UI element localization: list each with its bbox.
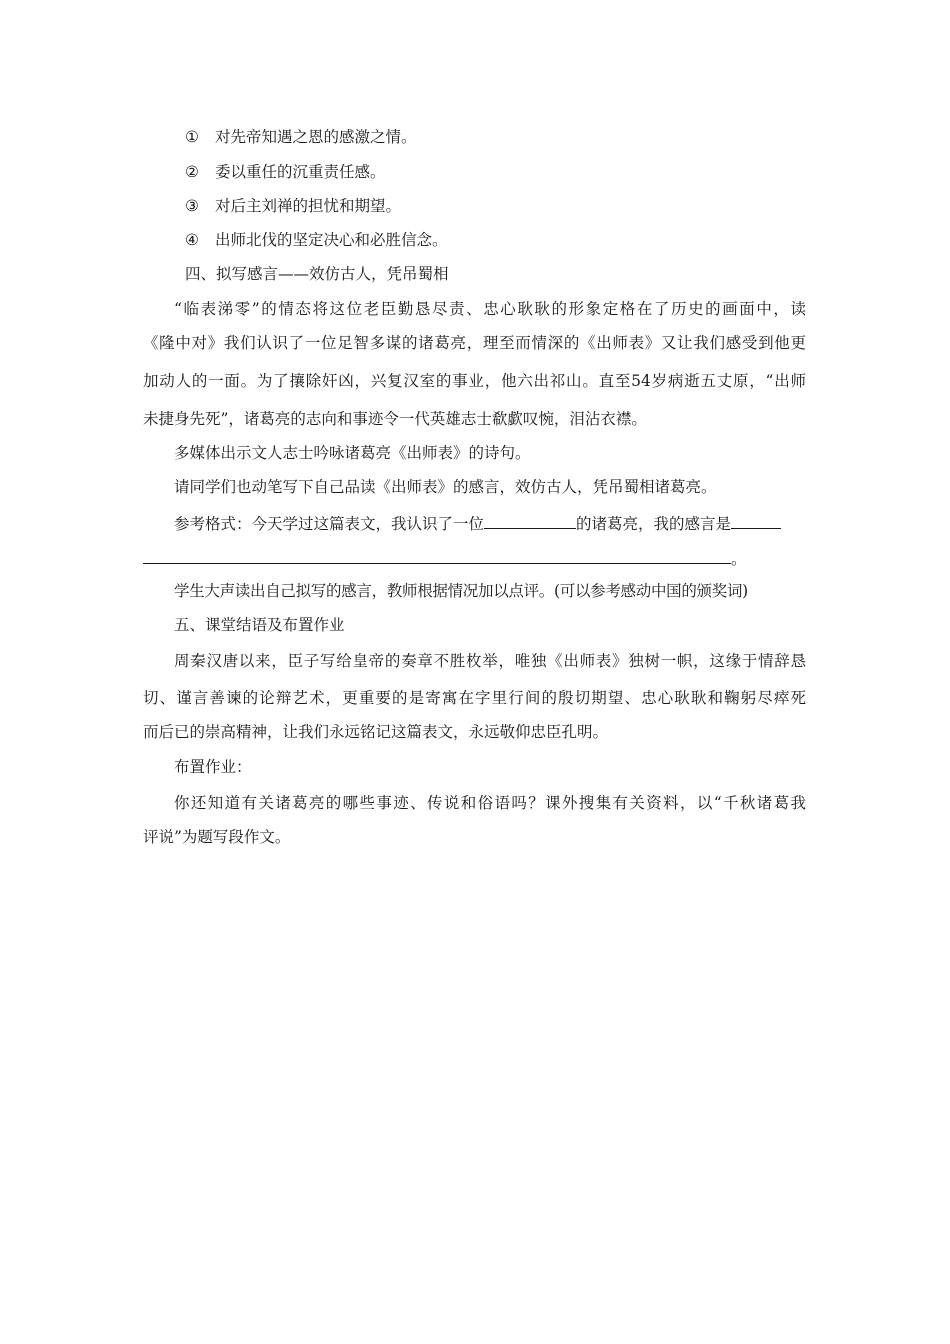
homework-line: 评说”为题写段作文。 bbox=[143, 828, 291, 846]
multimedia-line: 多媒体出示文人志士吟咏诸葛亮《出师表》的诗句。 bbox=[174, 444, 531, 462]
format-text-a: 参考格式：今天学过这篇表文，我认识了一位 bbox=[174, 515, 485, 533]
item-number: ④ bbox=[185, 231, 199, 249]
item-number: ① bbox=[185, 128, 199, 146]
section4-paragraph-line: 加动人的一面。为了攘除奸凶，兴复汉室的事业，他六出祁山。直至54岁病逝五丈原，“出师 bbox=[143, 372, 806, 390]
fill-blank-2[interactable] bbox=[731, 511, 781, 529]
item-number: ② bbox=[185, 163, 199, 181]
section4-paragraph-line: 《隆中对》我们认识了一位足智多谋的诸葛亮，理至而情深的《出师表》又让我们感受到他更 bbox=[143, 334, 806, 352]
fill-blank-3[interactable] bbox=[143, 546, 731, 564]
homework-line: 你还知道有关诸葛亮的哪些事迹、传说和俗语吗？课外搜集有关资料，以“千秋诸葛我 bbox=[174, 794, 806, 812]
section5-heading: 五、课堂结语及布置作业 bbox=[174, 616, 345, 634]
list-item-4 bbox=[185, 230, 448, 250]
section5-paragraph-line: 而后已的崇高精神，让我们永远铭记这篇表文，永远敬仰忠臣孔明。 bbox=[143, 723, 609, 741]
item-text: 委以重任的沉重责任感。 bbox=[215, 163, 386, 181]
writing-task-line: 请同学们也动笔写下自己品读《出师表》的感言，效仿古人，凭吊蜀相诸葛亮。 bbox=[174, 478, 717, 496]
section4-paragraph-line: 未捷身先死”，诸葛亮的志向和事迹令一代英雄志士欷歔叹惋，泪沾衣襟。 bbox=[143, 410, 647, 428]
section4-paragraph-line: “临表涕零”的情态将这位老臣勤恳尽责、忠心耿耿的形象定格在了历史的画面中，读 bbox=[174, 300, 806, 318]
reference-format-line bbox=[174, 511, 781, 534]
list-item-3 bbox=[185, 196, 401, 216]
list-item-2 bbox=[185, 162, 386, 182]
fill-blank-1[interactable] bbox=[484, 511, 576, 529]
format-end: 。 bbox=[731, 550, 747, 568]
format-text-b: 的诸葛亮，我的感言是 bbox=[576, 515, 732, 533]
item-text: 对后主刘禅的担忧和期望。 bbox=[215, 197, 402, 215]
item-number: ③ bbox=[185, 197, 199, 215]
reading-aloud-line: 学生大声读出自己拟写的感言，教师根据情况加以点评。(可以参考感动中国的颁奖词) bbox=[174, 582, 748, 600]
item-text: 对先帝知遇之恩的感激之情。 bbox=[215, 128, 417, 146]
section5-paragraph-line: 周秦汉唐以来，臣子写给皇帝的奏章不胜枚举，唯独《出师表》独树一帜，这缘于情辞恳 bbox=[174, 652, 806, 670]
item-text: 出师北伐的坚定决心和必胜信念。 bbox=[215, 231, 448, 249]
reference-format-continuation bbox=[143, 546, 747, 569]
section4-heading: 四、拟写感言——效仿古人，凭吊蜀相 bbox=[185, 265, 449, 283]
list-item-1 bbox=[185, 127, 417, 147]
homework-label: 布置作业： bbox=[174, 758, 252, 776]
section5-paragraph-line: 切、谨言善谏的论辩艺术，更重要的是寄寓在字里行间的殷切期望、忠心耿耿和鞠躬尽瘁死 bbox=[143, 689, 806, 707]
